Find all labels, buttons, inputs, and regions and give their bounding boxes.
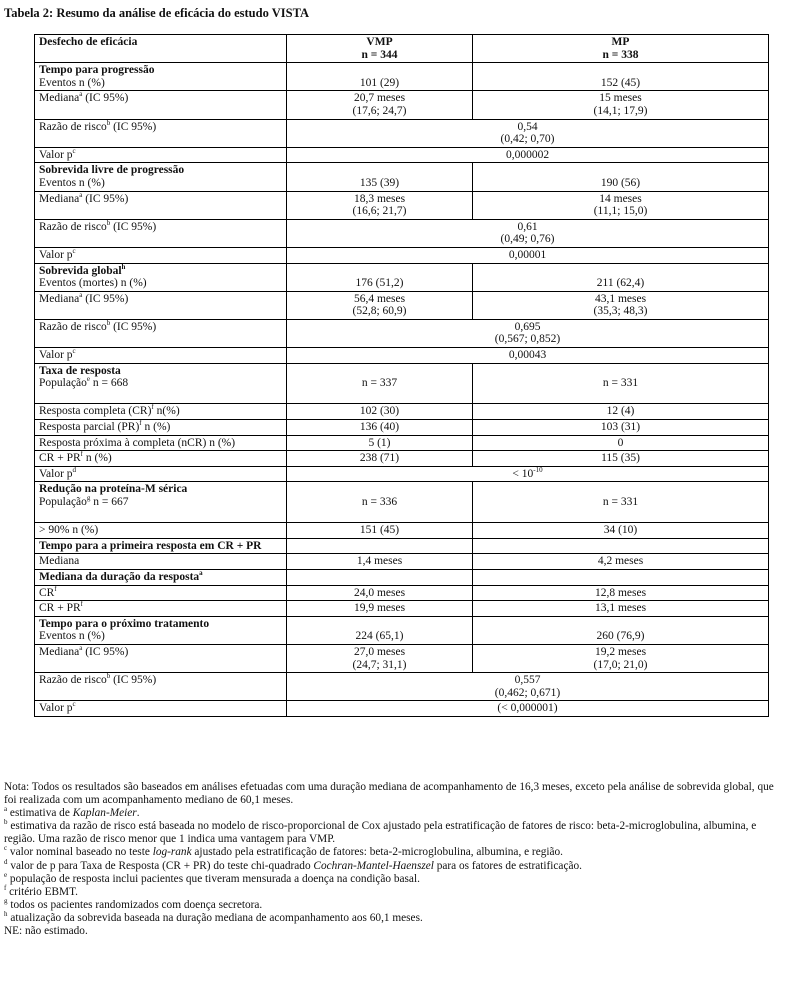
footnote-text: valor de p para Taxa de Resposta (CR + PR) do teste chi-quadrado: [7, 859, 314, 872]
footnote-mark: a: [79, 644, 83, 653]
row-label: [35, 219, 287, 247]
footnote-text: valor nominal baseado no teste: [7, 846, 153, 859]
cell-combined: 0,54 (0,42; 0,70): [287, 119, 769, 147]
footnote-mark: f: [80, 450, 83, 459]
cell-mp: [473, 538, 769, 554]
cell-vmp: [287, 482, 473, 523]
cell-mp: 0: [473, 435, 769, 451]
cell-vmp: 5 (1): [287, 435, 473, 451]
cell-mp: 4,2 meses: [473, 554, 769, 570]
row-label: Mediana: [35, 554, 287, 570]
footnote-mark: c: [72, 146, 76, 155]
table-row: [35, 601, 769, 617]
footnote-text: critério EBMT.: [6, 885, 78, 898]
cell-value: 101 (29): [359, 76, 400, 89]
label-text: Valor p: [39, 248, 73, 261]
footnote-text: para os fatores de estratificação.: [433, 859, 582, 872]
header-vmp: [287, 35, 473, 63]
footnote-mark: f: [4, 883, 7, 892]
table-row: [35, 348, 769, 364]
footnote-text: log-rank: [152, 846, 192, 859]
table-row: [35, 523, 769, 539]
label-text: Mediana: [39, 192, 80, 205]
row-label-text: Eventos n (%): [39, 176, 105, 189]
footnote-text: ajustado pela estratificação de fatores: beta-2-microglobulina, albumina, e região.: [191, 846, 563, 859]
footnote-c: [4, 846, 784, 859]
cell-mp: 34 (10): [473, 523, 769, 539]
label-text: Valor p: [39, 148, 73, 161]
footnote-mark: g: [86, 494, 91, 503]
cell-vmp: 27,0 meses (24,7; 31,1): [287, 644, 473, 672]
cell-mp: 14 meses (11,1; 15,0): [473, 191, 769, 219]
table-row: [35, 435, 769, 451]
footnote-mark: e: [86, 375, 91, 384]
label-text: Resposta parcial (PR): [39, 421, 140, 434]
cell-value: 260 (76,9): [596, 630, 645, 643]
table-row: [35, 119, 769, 147]
footnote-mark: h: [4, 910, 8, 919]
row-label: Resposta próxima à completa (nCR) n (%): [35, 435, 287, 451]
cell-combined: 0,00001: [287, 247, 769, 263]
label-text: (IC 95%): [110, 120, 157, 133]
cell-vmp: 151 (45): [287, 523, 473, 539]
cell-value: n = 331: [602, 496, 639, 508]
cell-mp: 115 (35): [473, 451, 769, 467]
cell-combined: 0,557 (0,462; 0,671): [287, 673, 769, 701]
footnote-mark: b: [4, 818, 8, 827]
table-row: [35, 91, 769, 119]
note-text: Nota: Todos os resultados são baseados em análises efetuadas com uma duração mediana de acompanhamento de 16,3 meses, exceto pela análise de sobrevida global, que foi realizada com um acompanhamento mediano de 60,1 meses.: [4, 781, 774, 807]
footnote-mark: b: [106, 319, 111, 328]
cell-vmp: [287, 263, 473, 291]
footnote-mark: f: [54, 584, 57, 593]
cell-vmp: [287, 616, 473, 644]
cell-vmp: [287, 569, 473, 585]
footnote-h: [4, 912, 784, 925]
label-text: (IC 95%): [82, 92, 129, 105]
cell-vmp: 19,9 meses: [287, 601, 473, 617]
footnote-mark: c: [72, 700, 76, 709]
row-label: [35, 291, 287, 319]
table-row: [35, 701, 769, 717]
row-label: [35, 644, 287, 672]
row-label: [35, 701, 287, 717]
label-text: Mediana: [39, 292, 80, 305]
table-row: [35, 569, 769, 585]
label-text: (IC 95%): [82, 192, 129, 205]
footnote-mark: g: [4, 897, 8, 906]
footnote-mark: f: [139, 419, 142, 428]
row-label: [35, 91, 287, 119]
label-text: Razão de risco: [39, 320, 107, 333]
efficacy-table: [34, 34, 769, 717]
cell-mp: 12,8 meses: [473, 585, 769, 601]
cell-mp: [473, 569, 769, 585]
row-label: [35, 601, 287, 617]
label-text: Resposta completa (CR): [39, 405, 152, 418]
footnote-mark: d: [72, 465, 77, 474]
table-row: [35, 585, 769, 601]
section-heading: Sobrevida global: [39, 264, 122, 277]
cell-mp: 13,1 meses: [473, 601, 769, 617]
footnote-b: [4, 820, 784, 846]
cell-mp: 15 meses (14,1; 17,9): [473, 91, 769, 119]
footnote-mark: h: [121, 262, 126, 271]
table-title: Tabela 2: Resumo da análise de eficácia do estudo VISTA: [4, 6, 310, 20]
section-heading: Tempo para o próximo tratamento: [39, 617, 210, 630]
footnote-mark: a: [79, 190, 83, 199]
section-heading: Taxa de resposta: [39, 364, 121, 377]
cell-combined: (< 0,000001): [287, 701, 769, 717]
row-label: [35, 319, 287, 347]
table-row: [35, 451, 769, 467]
row-label: [35, 147, 287, 163]
label-text: (IC 95%): [110, 220, 157, 233]
footnote-mark: f: [80, 600, 83, 609]
table-row: [35, 147, 769, 163]
table-row: [35, 63, 769, 91]
cell-value: 135 (39): [359, 176, 400, 189]
header-vmp-name: VMP: [366, 36, 393, 48]
footnote-text: todos os pacientes randomizados com doença secretora.: [7, 898, 263, 911]
cell-vmp: [287, 163, 473, 191]
label-text: Mediana: [39, 645, 80, 658]
cell-vmp: 1,4 meses: [287, 554, 473, 570]
row-label: [35, 191, 287, 219]
label-text: Razão de risco: [39, 674, 107, 687]
cell-mp: [473, 482, 769, 523]
footnote-text: Kaplan-Meier: [72, 807, 137, 820]
cell-vmp: 24,0 meses: [287, 585, 473, 601]
footnote-mark: a: [199, 569, 203, 578]
cell-mp: 19,2 meses (17,0; 21,0): [473, 644, 769, 672]
footnote-text: .: [136, 807, 140, 820]
label-text: Razão de risco: [39, 120, 107, 133]
row-label: [35, 616, 287, 644]
cell-vmp: [287, 363, 473, 404]
label-text: Razão de risco: [39, 220, 107, 233]
section-heading: Sobrevida livre de progressão: [39, 164, 185, 177]
footnote-f: [4, 883, 784, 899]
table-row: [35, 673, 769, 701]
label-text: Mediana: [39, 92, 80, 105]
header-vmp-n: n = 344: [361, 48, 398, 61]
row-label: [35, 451, 287, 467]
row-label: [35, 363, 287, 404]
table-row: [35, 404, 769, 420]
footnote-g: [4, 899, 784, 912]
cell-mp: [473, 363, 769, 404]
label-text: n = 667: [90, 496, 129, 508]
label-text: CR + PR: [39, 602, 81, 615]
label-text: (IC 95%): [110, 320, 157, 333]
cell-vmp: 102 (30): [287, 404, 473, 420]
table-row: [35, 482, 769, 523]
row-label: [35, 348, 287, 364]
section-heading: Tempo para a primeira resposta em CR + PR: [35, 538, 287, 554]
cell-value: n = 337: [361, 377, 398, 390]
row-label: [35, 482, 287, 523]
label-text: CR + PR: [39, 452, 81, 465]
cell-value: 152 (45): [600, 76, 641, 89]
footnote-mark: f: [151, 403, 154, 412]
cell-mp: 43,1 meses (35,3; 48,3): [473, 291, 769, 319]
row-label-text: Eventos (mortes) n (%): [39, 277, 147, 290]
cell-combined: 0,61 (0,49; 0,76): [287, 219, 769, 247]
label-text: População: [39, 377, 87, 390]
footnote-mark: a: [79, 290, 83, 299]
cell-value: < 10: [512, 467, 534, 480]
footnote-mark: c: [72, 247, 76, 256]
footnote-mark: e: [4, 870, 8, 879]
table-header-row: [35, 35, 769, 63]
exponent: -10: [533, 465, 543, 474]
label-text: n(%): [153, 405, 180, 418]
cell-mp: 103 (31): [473, 420, 769, 436]
row-label: [35, 163, 287, 191]
table-row: [35, 363, 769, 404]
footnote-e: [4, 870, 784, 886]
footnotes: [4, 781, 784, 938]
table-row: [35, 420, 769, 436]
row-label: [35, 673, 287, 701]
cell-value: n = 331: [602, 377, 639, 390]
row-label: [35, 404, 287, 420]
cell-vmp: [287, 538, 473, 554]
table-row: [35, 291, 769, 319]
cell-vmp: 238 (71): [287, 451, 473, 467]
cell-value: 224 (65,1): [355, 630, 404, 643]
section-heading: Tempo para progressão: [39, 64, 155, 77]
footnote-mark: b: [106, 218, 111, 227]
footnote-mark: b: [106, 672, 111, 681]
footnote-mark: a: [79, 90, 83, 99]
abbreviation-ne: NE: não estimado.: [4, 925, 88, 938]
cell-mp: [473, 163, 769, 191]
table-row: [35, 616, 769, 644]
table-row: [35, 319, 769, 347]
label-text: Valor p: [39, 349, 73, 362]
table-row: [35, 191, 769, 219]
header-mp-name: MP: [611, 36, 630, 48]
label-text: Valor p: [39, 467, 73, 480]
header-endpoint: Desfecho de eficácia: [35, 35, 287, 63]
row-label: [35, 119, 287, 147]
section-heading: Redução na proteína-M sérica: [39, 483, 188, 496]
cell-vmp: 18,3 meses (16,6; 21,7): [287, 191, 473, 219]
row-label: [35, 585, 287, 601]
cell-value: n = 336: [361, 496, 398, 508]
label-text: CR: [39, 586, 55, 599]
row-label-text: Eventos n (%): [39, 630, 105, 643]
label-text: Valor p: [39, 702, 73, 715]
row-label: [35, 420, 287, 436]
footnote-mark: c: [72, 347, 76, 356]
cell-combined: 0,00043: [287, 348, 769, 364]
label-text: n (%): [83, 452, 112, 465]
footnote-mark: c: [4, 844, 8, 853]
row-label: [35, 569, 287, 585]
table-row: [35, 466, 769, 482]
footnote-text: população de resposta inclui pacientes que tiveram mensurada a doença na condição basal.: [7, 872, 420, 885]
label-text: (IC 95%): [82, 292, 129, 305]
cell-value: 176 (51,2): [355, 277, 404, 290]
cell-mp: [473, 616, 769, 644]
footnote-text: estimativa de: [7, 807, 73, 820]
cell-mp: [473, 63, 769, 91]
table-row: [35, 538, 769, 554]
label-text: n (%): [141, 421, 171, 434]
footnote-d: [4, 857, 784, 873]
cell-value: 190 (56): [600, 176, 641, 189]
footnote-text: Cochran-Mantel-Haenszel: [313, 859, 434, 872]
table-row: [35, 247, 769, 263]
table-row: [35, 554, 769, 570]
table-row: [35, 163, 769, 191]
row-label: > 90% n (%): [35, 523, 287, 539]
row-label: [35, 63, 287, 91]
row-label: [35, 263, 287, 291]
table-row: [35, 219, 769, 247]
label-text: (IC 95%): [82, 645, 129, 658]
label-text: População: [39, 496, 87, 508]
cell-combined: 0,000002: [287, 147, 769, 163]
label-text: n = 668: [90, 377, 129, 390]
section-heading: Mediana da duração da resposta: [39, 570, 200, 583]
cell-vmp: [287, 63, 473, 91]
row-label-text: Eventos n (%): [39, 76, 105, 89]
cell-mp: 12 (4): [473, 404, 769, 420]
cell-vmp: 20,7 meses (17,6; 24,7): [287, 91, 473, 119]
row-label: [35, 466, 287, 482]
cell-value: 211 (62,4): [596, 277, 645, 290]
cell-combined: 0,695 (0,567; 0,852): [287, 319, 769, 347]
cell-vmp: 56,4 meses (52,8; 60,9): [287, 291, 473, 319]
footnote-text: atualização da sobrevida baseada na duração mediana de acompanhamento aos 60,1 meses.: [7, 911, 423, 924]
table-row: [35, 263, 769, 291]
cell-combined: [287, 466, 769, 482]
footnote-mark: d: [4, 857, 8, 866]
footnote-a: [4, 807, 784, 820]
label-text: (IC 95%): [110, 674, 157, 687]
cell-vmp: 136 (40): [287, 420, 473, 436]
header-mp: [473, 35, 769, 63]
footnote-text: estimativa da razão de risco está baseada no modelo de risco-proporcional de Cox ajustado pela estratificação de fatores de risco: beta-2-microglobulina, albumina, e região. Uma razão de risco menor que 1 indica uma vantagem para VMP.: [4, 820, 757, 846]
footnote-mark: b: [106, 118, 111, 127]
cell-mp: [473, 263, 769, 291]
footnote-mark: a: [4, 805, 8, 814]
row-label: [35, 247, 287, 263]
header-mp-n: n = 338: [602, 48, 639, 61]
table-row: [35, 644, 769, 672]
